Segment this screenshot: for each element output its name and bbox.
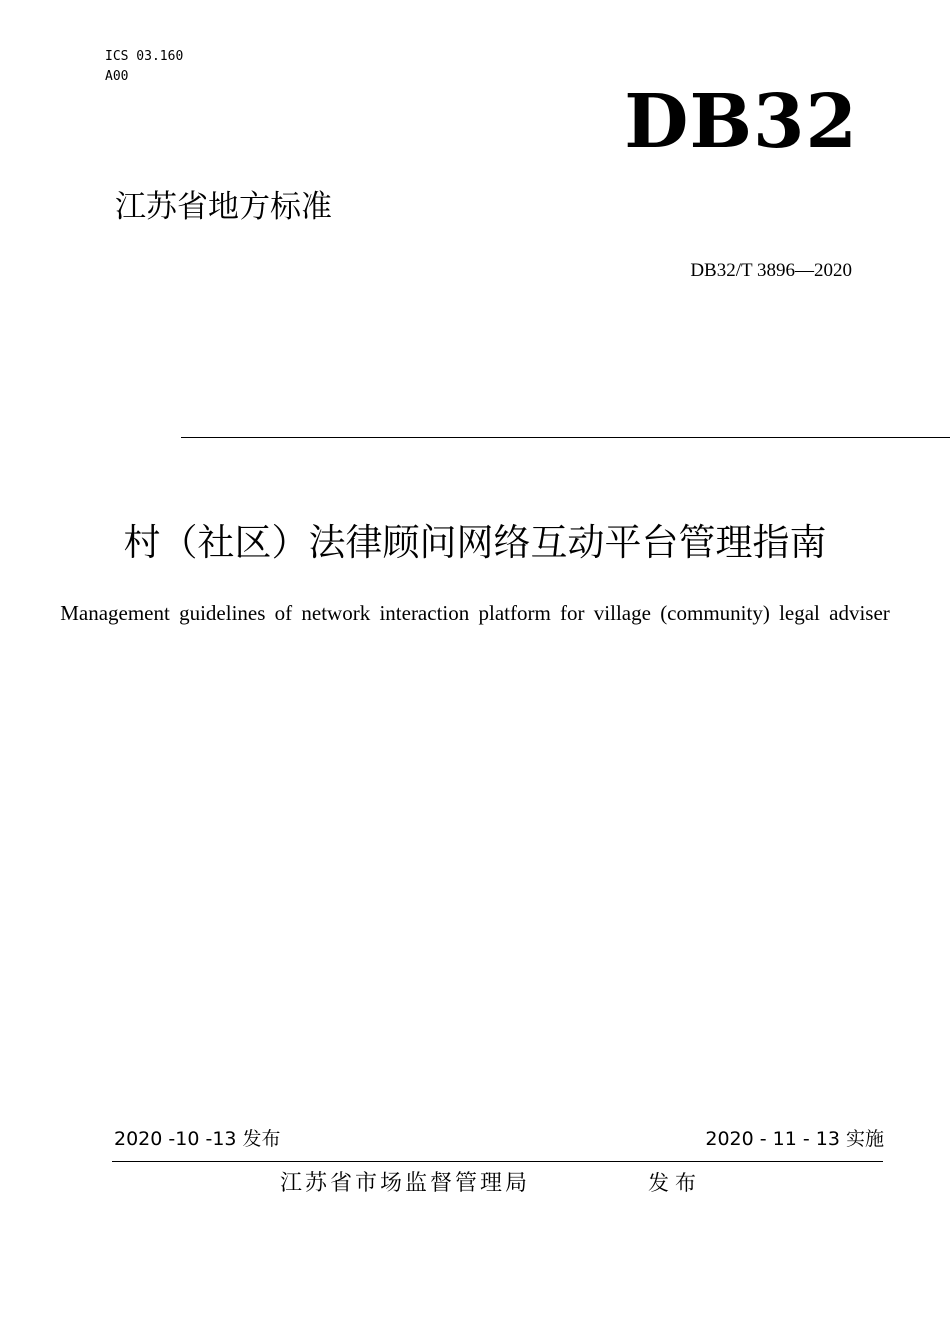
release-date: 2020 -10 -13 发布 — [114, 1128, 281, 1150]
top-divider — [181, 437, 950, 438]
issuing-authority: 江苏省市场监督管理局 — [280, 1171, 531, 1196]
classification-codes — [105, 47, 183, 87]
standard-logo: DB32 — [624, 79, 858, 165]
standard-code: DB32/T 3896—2020 — [690, 260, 852, 281]
issue-label: 发布 — [648, 1171, 702, 1195]
english-title: Management guidelines of network interaction platform for village (community) legal adviser — [60, 601, 890, 625]
implementation-date: 2020 - 11 - 13 实施 — [705, 1128, 884, 1150]
bottom-divider — [112, 1161, 883, 1162]
category-code: A00 — [105, 69, 129, 84]
standard-level-name: 江苏省地方标准 — [115, 189, 332, 225]
ics-code: ICS 03.160 — [105, 49, 184, 64]
chinese-title: 村（社区）法律顾问网络互动平台管理指南 — [123, 521, 827, 564]
